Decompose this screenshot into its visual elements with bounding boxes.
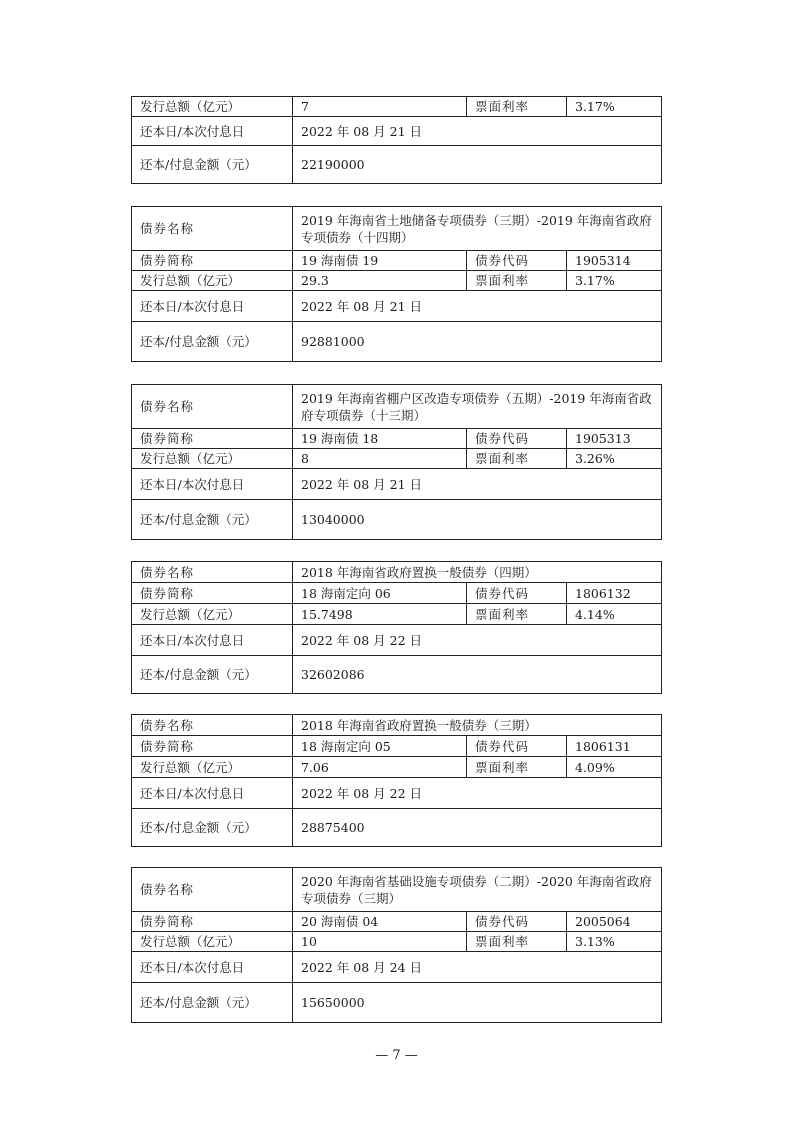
label-total: 发行总额（亿元）: [132, 271, 293, 291]
label-name: 债券名称: [132, 715, 293, 736]
value-name: 2020 年海南省基础设施专项债券（二期）-2020 年海南省政府专项债券（三期）: [293, 868, 662, 912]
label-code: 债券代码: [467, 251, 567, 271]
label-date: 还本日/本次付息日: [132, 778, 293, 809]
table-row: [132, 146, 662, 184]
value-short: 20 海南债 04: [293, 912, 467, 932]
label-date: 还本日/本次付息日: [132, 117, 293, 146]
value-amount: 92881000: [293, 322, 662, 362]
label-rate: 票面利率: [467, 97, 567, 117]
label-amount: 还本/付息金额（元）: [132, 500, 293, 540]
table-row: [132, 868, 662, 912]
value-date: 2022 年 08 月 21 日: [293, 469, 662, 500]
value-date: 2022 年 08 月 21 日: [293, 117, 662, 146]
table-row: [132, 291, 662, 322]
table-row: [132, 429, 662, 449]
label-short: 债券简称: [132, 583, 293, 604]
label-name: 债券名称: [132, 868, 293, 912]
value-rate: 3.26%: [567, 449, 662, 469]
table-row: [132, 757, 662, 778]
table-row: [132, 385, 662, 429]
value-amount: 15650000: [293, 983, 662, 1023]
value-name: 2018 年海南省政府置换一般债券（三期）: [293, 715, 662, 736]
value-total: 29.3: [293, 271, 467, 291]
label-code: 债券代码: [467, 583, 567, 604]
label-total: 发行总额（亿元）: [132, 449, 293, 469]
label-short: 债券简称: [132, 912, 293, 932]
bond-table-0: [131, 96, 662, 184]
value-rate: 3.17%: [567, 97, 662, 117]
label-amount: 还本/付息金额（元）: [132, 146, 293, 184]
value-date: 2022 年 08 月 22 日: [293, 625, 662, 656]
value-rate: 3.17%: [567, 271, 662, 291]
table-row: [132, 207, 662, 251]
value-rate: 3.13%: [567, 932, 662, 952]
label-date: 还本日/本次付息日: [132, 625, 293, 656]
table-row: [132, 912, 662, 932]
value-date: 2022 年 08 月 24 日: [293, 952, 662, 983]
table-row: [132, 778, 662, 809]
label-rate: 票面利率: [467, 604, 567, 625]
table-row: [132, 932, 662, 952]
table-row: [132, 97, 662, 117]
label-short: 债券简称: [132, 251, 293, 271]
value-short: 19 海南债 18: [293, 429, 467, 449]
table-row: [132, 469, 662, 500]
table-row: [132, 251, 662, 271]
label-rate: 票面利率: [467, 757, 567, 778]
value-short: 19 海南债 19: [293, 251, 467, 271]
label-rate: 票面利率: [467, 932, 567, 952]
label-code: 债券代码: [467, 429, 567, 449]
value-amount: 28875400: [293, 809, 662, 847]
label-total: 发行总额（亿元）: [132, 97, 293, 117]
table-row: [132, 583, 662, 604]
table-row: [132, 449, 662, 469]
table-row: [132, 983, 662, 1023]
label-code: 债券代码: [467, 736, 567, 757]
value-short: 18 海南定向 05: [293, 736, 467, 757]
value-code: 1806132: [567, 583, 662, 604]
bond-table-4: [131, 714, 662, 847]
bond-table-3: [131, 561, 662, 694]
value-amount: 32602086: [293, 656, 662, 694]
table-row: [132, 500, 662, 540]
page-number: — 7 —: [375, 1048, 418, 1063]
bond-table-5: [131, 867, 662, 1023]
value-total: 7.06: [293, 757, 467, 778]
label-total: 发行总额（亿元）: [132, 604, 293, 625]
bond-table-1: [131, 206, 662, 362]
value-code: 1905314: [567, 251, 662, 271]
label-short: 债券简称: [132, 429, 293, 449]
table-row: [132, 625, 662, 656]
label-amount: 还本/付息金额（元）: [132, 983, 293, 1023]
value-name: 2019 年海南省棚户区改造专项债券（五期）-2019 年海南省政府专项债券（十三期）: [293, 385, 662, 429]
label-date: 还本日/本次付息日: [132, 952, 293, 983]
table-row: [132, 562, 662, 583]
value-code: 2005064: [567, 912, 662, 932]
table-row: [132, 656, 662, 694]
value-code: 1806131: [567, 736, 662, 757]
value-name: 2019 年海南省土地储备专项债券（三期）-2019 年海南省政府专项债券（十四期）: [293, 207, 662, 251]
label-name: 债券名称: [132, 385, 293, 429]
table-row: [132, 736, 662, 757]
table-row: [132, 117, 662, 146]
label-total: 发行总额（亿元）: [132, 932, 293, 952]
value-name: 2018 年海南省政府置换一般债券（四期）: [293, 562, 662, 583]
table-row: [132, 809, 662, 847]
value-rate: 4.09%: [567, 757, 662, 778]
value-total: 8: [293, 449, 467, 469]
bond-table-2: [131, 384, 662, 540]
table-row: [132, 271, 662, 291]
table-row: [132, 604, 662, 625]
value-code: 1905313: [567, 429, 662, 449]
table-row: [132, 715, 662, 736]
table-row: [132, 322, 662, 362]
label-amount: 还本/付息金额（元）: [132, 322, 293, 362]
value-amount: 22190000: [293, 146, 662, 184]
label-date: 还本日/本次付息日: [132, 469, 293, 500]
value-date: 2022 年 08 月 21 日: [293, 291, 662, 322]
label-code: 债券代码: [467, 912, 567, 932]
value-rate: 4.14%: [567, 604, 662, 625]
value-total: 15.7498: [293, 604, 467, 625]
value-amount: 13040000: [293, 500, 662, 540]
value-date: 2022 年 08 月 22 日: [293, 778, 662, 809]
value-total: 10: [293, 932, 467, 952]
label-amount: 还本/付息金额（元）: [132, 656, 293, 694]
label-name: 债券名称: [132, 562, 293, 583]
label-rate: 票面利率: [467, 449, 567, 469]
value-short: 18 海南定向 06: [293, 583, 467, 604]
label-rate: 票面利率: [467, 271, 567, 291]
label-total: 发行总额（亿元）: [132, 757, 293, 778]
table-row: [132, 952, 662, 983]
label-name: 债券名称: [132, 207, 293, 251]
label-short: 债券简称: [132, 736, 293, 757]
value-total: 7: [293, 97, 467, 117]
label-date: 还本日/本次付息日: [132, 291, 293, 322]
label-amount: 还本/付息金额（元）: [132, 809, 293, 847]
